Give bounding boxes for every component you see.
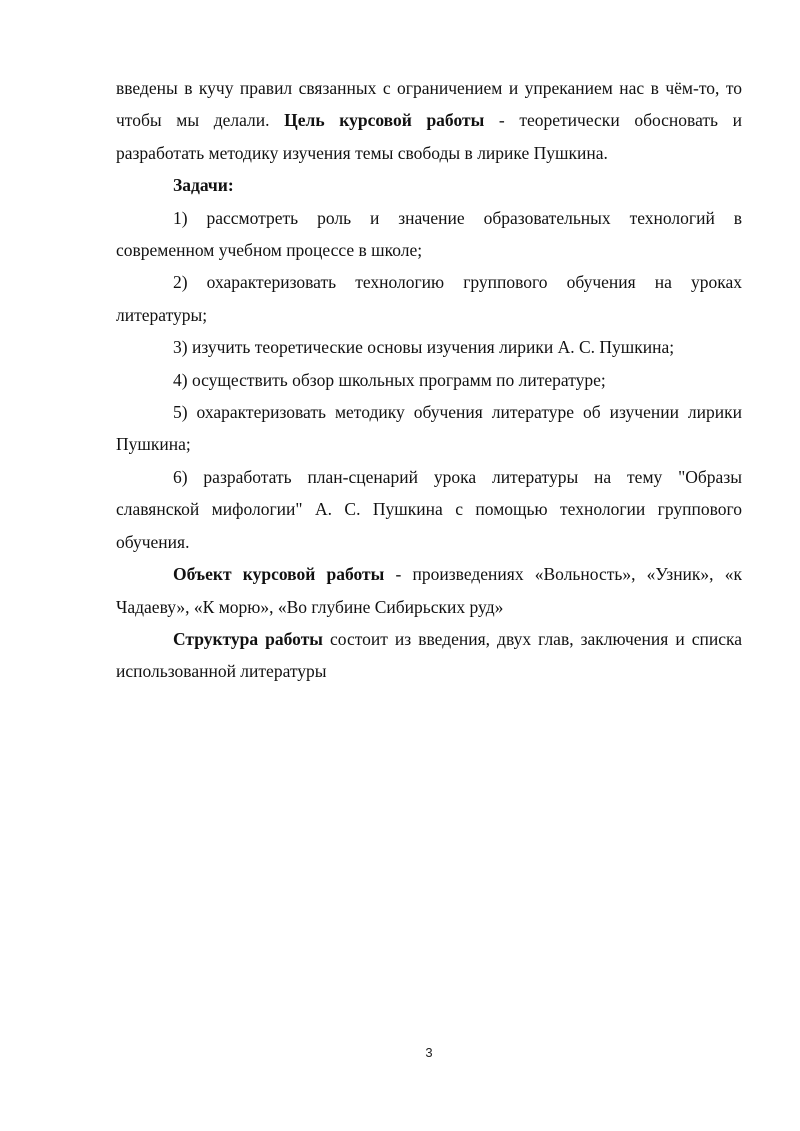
object-text: - произведениях «Вольность», «Узник», «к Чадаеву», «К морю», «Во глубине Сибирьских руд»: [116, 564, 742, 617]
object-paragraph: [116, 558, 742, 623]
page-number: 3: [425, 1045, 433, 1060]
structure-paragraph: [116, 623, 742, 688]
goal-text: - теоретически обосновать и разработать методику изучения темы свободы в лирике Пушкина.: [116, 110, 743, 163]
structure-label: Структура работы: [173, 628, 323, 649]
tasks-heading: Задачи:: [173, 175, 234, 196]
task-item-2: 2) охарактеризовать технологию группового обучения на уроках литературы;: [116, 272, 742, 325]
task-item-5: 5) охарактеризовать методику обучения литературе об изучении лирики Пушкина;: [116, 402, 742, 455]
task-item-6: 6) разработать план-сценарий урока литературы на тему "Образы славянской мифологии" А. С. Пушкина с помощью технологии группового обучения.: [116, 466, 742, 552]
intro-text: введены в кучу правил связанных с ограничением и упреканием нас в чём-то, то чтобы мы делали.: [116, 78, 742, 131]
task-item-3: 3) изучить теоретические основы изучения лирики А. С. Пушкина;: [173, 337, 675, 358]
structure-text: состоит из введения, двух глав, заключения и списка использованной литературы: [116, 628, 742, 682]
object-label: Объект курсовой работы: [173, 564, 385, 585]
goal-paragraph: [116, 72, 742, 169]
task-item-4: 4) осуществить обзор школьных программ по литературе;: [173, 369, 606, 390]
document-page: [116, 72, 742, 688]
goal-label: Цель курсовой работы: [284, 110, 485, 131]
task-item-1: 1) рассмотреть роль и значение образовательных технологий в современном учебном процессе в школе;: [116, 207, 742, 261]
